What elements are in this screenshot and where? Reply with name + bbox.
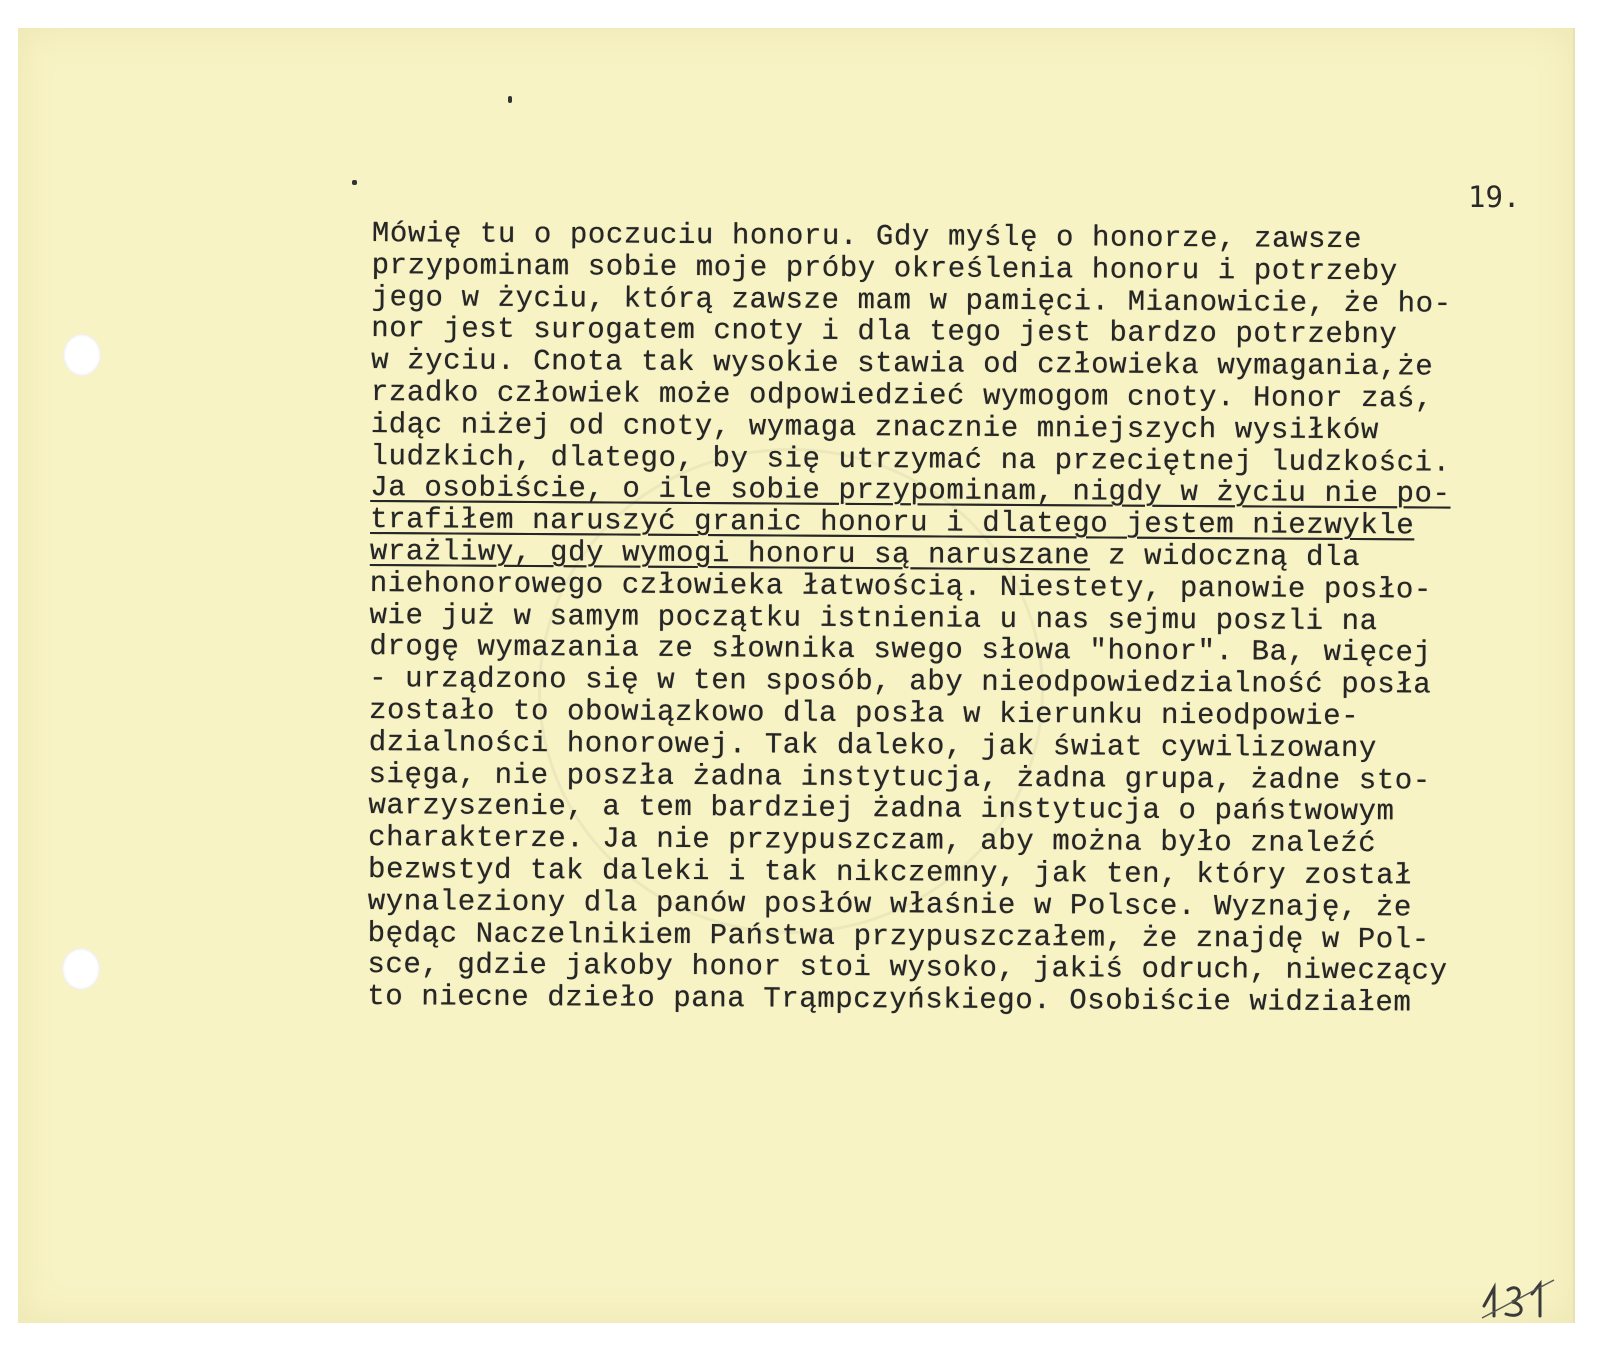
text-line: charakterze. Ja nie przypuszczam, aby można było znaleźć [368,821,1377,861]
text-line: w życiu. Cnota tak wysokie stawia od człowieka wymagania,że [371,344,1434,384]
underlined-segment: wrażliwy, gdy wymogi honoru są naruszane [369,534,1091,573]
text-line: idąc niżej od cnoty, wymaga znacznie mniejszych wysiłków [370,407,1379,447]
text-line: Mówię tu o poczuciu honoru. Gdy myślę o honorze, zawsze [371,217,1363,257]
underlined-text-line: Ja osobiście, o ile sobie przypominam, nigdy w życiu nie po- [370,471,1451,511]
text-line: będąc Naczelnikiem Państwa przypuszczałem, że znajdę w Pol- [367,916,1430,957]
text-line: sce, gdzie jakoby honor stoi wysoko, jakiś odruch, niweczący [367,948,1448,988]
text-line: rzadko człowiek może odpowiedzieć wymogom cnoty. Honor zaś, [370,375,1434,416]
text-line: nor jest surogatem cnoty i dla tego jest bardzo potrzebny [371,312,1398,352]
text-line: wynaleziony dla panów posłów właśnie w Polsce. Wyznaję, że [367,884,1413,925]
punch-hole-top [63,334,101,376]
text-line: dzialności honorowej. Tak daleko, jak świat cywilizowany [368,725,1378,765]
text-line: zostało to obowiązkowo dla posła w kierunku nieodpowie- [368,693,1360,733]
text-line: sięga, nie poszła żadna instytucja, żadna grupa, żadne sto- [368,757,1431,798]
handwritten-archive-number [1480,1272,1560,1322]
text-line: niehonorowego człowieka łatwością. Niestety, panowie posło- [369,566,1433,607]
text-line: wie już w samym początku istnienia u nas sejmu poszli na [369,598,1378,638]
ink-dot-mark [508,96,512,103]
text-line: jego w życiu, którą zawsze mam w pamięci. Mianowicie, że ho- [371,280,1452,321]
punch-hole-bottom [62,948,100,990]
typed-text-body [367,218,1572,1020]
ink-dot-mark [352,180,357,185]
text-segment: z widoczną dla [1089,539,1361,575]
text-line: bezwstyd tak daleki i tak nikczemny, jak ten, który został [367,852,1413,893]
text-line: - urządzono się w ten sposób, aby nieodpowiedzialność posła [369,662,1432,702]
text-line: to niecne dzieło pana Trąmpczyńskiego. Osobiście widziałem [367,980,1412,1020]
page-number: 19. [1468,180,1521,214]
text-line: ludzkich, dlatego, by się utrzymać na przeciętnej ludzkości. [370,439,1451,480]
text-line: drogę wymazania ze słownika swego słowa "honor". Ba, więcej [369,630,1432,670]
underlined-text-line: trafiłem naruszyć granic honoru i dlatego jestem niezwykle [370,503,1415,543]
text-line: przypominam sobie moje próby określenia honoru i potrzeby [371,248,1398,289]
text-line: warzyszenie, a tem bardziej żadna instytucja o państwowym [368,789,1395,829]
